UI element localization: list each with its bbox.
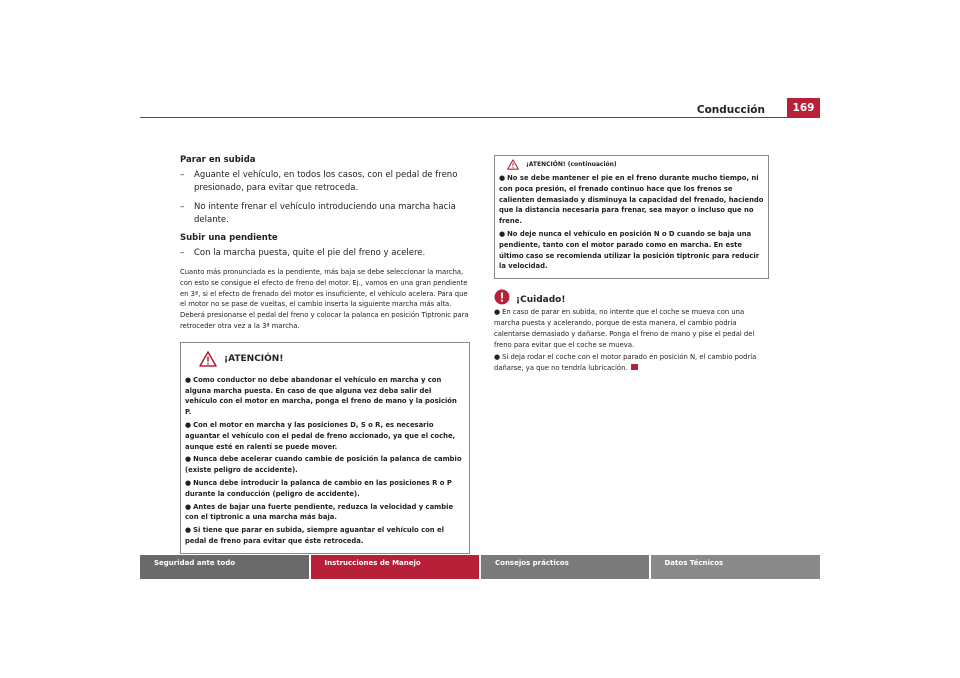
- warning-item: ● No deje nunca el vehículo en posición N o D cuando se baja una pendiente, tanto con el motor parado como en marcha. En este último caso se recomienda utilizar la posición tiptronic para reducir la velocidad.: [499, 229, 760, 271]
- caution-item: ● Si deja rodar el coche con el motor parado en posición N, el cambio podría dañarse, ya que no tendría lubricación.: [494, 353, 757, 373]
- end-of-section-icon: [631, 364, 638, 370]
- warning-title: ¡ATENCIÓN!: [224, 353, 284, 364]
- warning-box: [180, 342, 470, 554]
- step: – No intente frenar el vehículo introduciendo una marcha hacia delante.: [180, 202, 456, 225]
- warning-item: ● No se debe mantener el pie en el freno durante mucho tiempo, ni con poca presión, el frenado continuo hace que los frenos se calienten demasiado y disminuya la capacidad del frenado, haciendo que la distancia necesaria para frenar, sea mayor o incluso que no frene.: [499, 174, 764, 226]
- footer-tab-datos[interactable]: Datos Técnicos: [651, 555, 821, 579]
- footer-tab-instrucciones[interactable]: Instrucciones de Manejo: [311, 555, 480, 579]
- info-paragraph: Cuanto más pronunciada es la pendiente, más baja se debe seleccionar la marcha, con esto se consigue el efecto de freno del motor. Ej., vamos en una gran pendiente en 3ª, si el efecto de frenado del motor es insuficiente, el vehículo acelera. Para que el motor no se pase de vueltas, el cambio inserta la siguiente marcha más alta. Deberá presionarse el pedal del freno y colocar la palanca en posición Tiptronic para retroceder otra vez a la 3ª marcha.: [180, 268, 469, 330]
- section-heading-subir: Subir una pendiente: [180, 233, 278, 243]
- caution-header: [494, 289, 769, 305]
- warning-triangle-icon: [507, 159, 519, 170]
- step: – Con la marcha puesta, quite el pie del freno y acelere.: [180, 248, 426, 258]
- warning-item: ● Si tiene que parar en subida, siempre aguantar el vehículo con el pedal de freno para evitar que éste retroceda.: [185, 526, 444, 545]
- warning-item: ● Como conductor no debe abandonar el vehículo en marcha y con alguna marcha puesta. En caso de que alguna vez deba salir del vehículo con el motor en marcha, ponga el freno de mano y la posición P.: [185, 375, 457, 417]
- footer-tab-consejos[interactable]: Consejos prácticos: [481, 555, 649, 579]
- footer-tab-seguridad[interactable]: Seguridad ante todo: [140, 555, 309, 579]
- warning-item: ● Nunca debe introducir la palanca de cambio en las posiciones R o P durante la conducción (peligro de accidente).: [185, 478, 452, 498]
- warning-title: ¡ATENCIÓN! (continuación): [526, 161, 617, 168]
- warning-triangle-icon: [199, 351, 217, 367]
- footer-nav: [140, 555, 820, 579]
- page-number: 169: [787, 98, 820, 118]
- warning-header: [185, 343, 465, 375]
- right-column: [494, 155, 769, 376]
- section-heading-parar: Parar en subida: [180, 155, 256, 165]
- caution-title: ¡Cuidado!: [516, 295, 566, 306]
- warning-header: [499, 156, 764, 173]
- chapter-title: Conducción: [696, 104, 765, 116]
- warning-box-continued: [494, 155, 769, 279]
- caution-item: ● En caso de parar en subida, no intente que el coche se mueva con una marcha puesta y acelerando, porque de esta manera, el cambio podría calentarse demasiado y dañarse. Ponga el freno de mano y pise el pedal del freno para evitar que el coche se mueva.: [494, 308, 755, 349]
- header-rule: [140, 117, 820, 118]
- left-column: [180, 155, 470, 554]
- warning-item: ● Con el motor en marcha y las posiciones D, S o R, es necesario aguantar el vehículo con el pedal de freno accionado, ya que el coche, aunque esté en ralentí se puede mover.: [185, 420, 456, 451]
- warning-item: ● Antes de bajar una fuerte pendiente, reduzca la velocidad y cambie con el tiptronic a una marcha más baja.: [185, 502, 454, 522]
- step: – Aguante el vehículo, en todos los casos, con el pedal de freno presionado, para evitar que retroceda.: [180, 170, 458, 193]
- caution-circle-icon: [494, 289, 510, 305]
- warning-item: ● Nunca debe acelerar cuando cambie de posición la palanca de cambio (existe peligro de accidente).: [185, 455, 462, 475]
